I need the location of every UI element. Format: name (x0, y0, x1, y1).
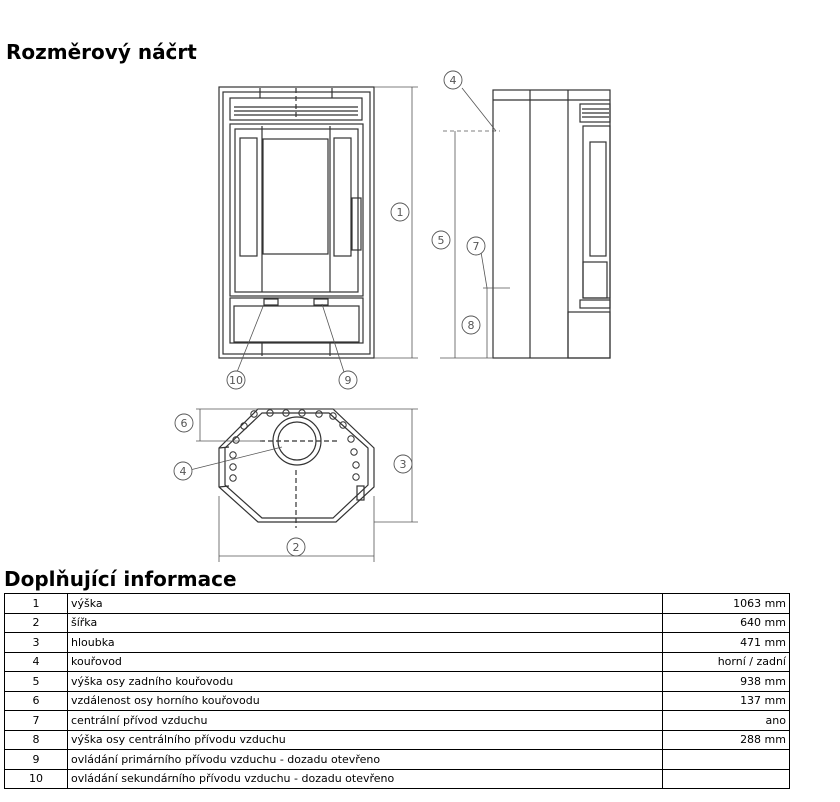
callout-4-top: 4 (179, 465, 187, 478)
row-label: kouřovod (68, 652, 663, 672)
row-number: 7 (5, 711, 68, 731)
row-value: 137 mm (663, 691, 790, 711)
row-number: 4 (5, 652, 68, 672)
row-number: 5 (5, 672, 68, 692)
row-value (663, 750, 790, 770)
callout-1: 1 (396, 206, 404, 219)
info-heading: Doplňující informace (4, 567, 237, 591)
table-row (5, 711, 790, 731)
callout-10: 10 (229, 374, 243, 387)
table-row (5, 672, 790, 692)
row-value: ano (663, 711, 790, 731)
stove-front-view (219, 87, 374, 358)
callout-9: 9 (344, 374, 352, 387)
row-value: horní / zadní (663, 652, 790, 672)
row-value: 1063 mm (663, 594, 790, 614)
callout-2: 2 (292, 541, 300, 554)
row-label: ovládání primárního přívodu vzduchu - dozadu otevřeno (68, 750, 663, 770)
row-value: 471 mm (663, 633, 790, 653)
table-row (5, 613, 790, 633)
table-row (5, 691, 790, 711)
row-number: 6 (5, 691, 68, 711)
table-row (5, 769, 790, 789)
row-number: 10 (5, 769, 68, 789)
row-number: 9 (5, 750, 68, 770)
callout-3: 3 (399, 458, 407, 471)
callout-6: 6 (180, 417, 188, 430)
stove-side-view (493, 90, 610, 358)
info-table (4, 593, 790, 789)
row-value (663, 769, 790, 789)
row-value: 640 mm (663, 613, 790, 633)
row-label: výška osy zadního kouřovodu (68, 672, 663, 692)
row-label: výška (68, 594, 663, 614)
row-label: hloubka (68, 633, 663, 653)
table-row (5, 633, 790, 653)
table-row (5, 750, 790, 770)
table-row (5, 594, 790, 614)
row-value: 288 mm (663, 730, 790, 750)
callout-7: 7 (472, 240, 480, 253)
row-value: 938 mm (663, 672, 790, 692)
callout-8: 8 (467, 319, 475, 332)
row-label: ovládání sekundárního přívodu vzduchu - dozadu otevřeno (68, 769, 663, 789)
row-label: šířka (68, 613, 663, 633)
row-number: 1 (5, 594, 68, 614)
row-label: centrální přívod vzduchu (68, 711, 663, 731)
callout-4-side: 4 (449, 74, 457, 87)
row-label: vzdálenost osy horního kouřovodu (68, 691, 663, 711)
row-number: 2 (5, 613, 68, 633)
stove-top-view (219, 409, 374, 528)
table-row (5, 730, 790, 750)
row-number: 3 (5, 633, 68, 653)
table-row (5, 652, 790, 672)
sketch-heading: Rozměrový náčrt (6, 40, 197, 64)
row-number: 8 (5, 730, 68, 750)
row-label: výška osy centrálního přívodu vzduchu (68, 730, 663, 750)
callout-5: 5 (437, 234, 445, 247)
